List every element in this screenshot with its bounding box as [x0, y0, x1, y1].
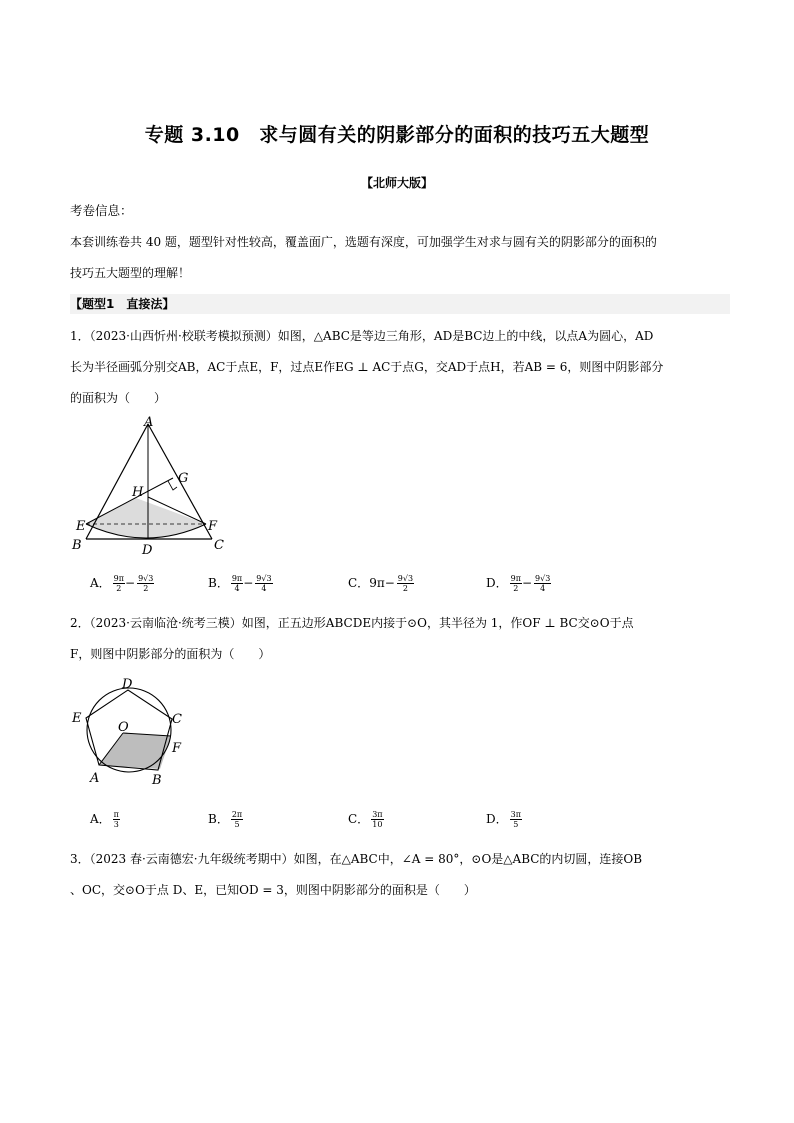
q1-option-c-frac2: $\frac{9√3}{2}$ [397, 574, 414, 593]
intro-line-2: 技巧五大题型的理解！ [70, 266, 191, 280]
q2-option-b-frac: $\frac{2\pi}{5}$ [231, 810, 243, 829]
q1-line-3: 的面积为（ ） [70, 391, 167, 405]
q1-option-d[interactable]: D． $\frac{9\pi}{2}$ − $\frac{9√3}{4}$ [486, 574, 551, 593]
q1-option-b-letter: B． [208, 576, 229, 590]
q2-option-b-letter: B． [208, 812, 229, 826]
q1-label-c: C [214, 538, 224, 553]
q1-option-b-frac1: $\frac{9\pi}{4}$ [231, 574, 243, 593]
q1-shaded-region [86, 498, 206, 538]
q1-label-b: B [72, 538, 82, 553]
q2-label-c: C [172, 712, 182, 727]
q2-label-a: A [90, 771, 100, 786]
q3-line-2: 、OC，交⊙O于点 D、E，已知OD = 3，则图中阴影部分的面积是（ ） [70, 883, 476, 897]
q2-option-a-frac: $\frac{\pi}{3}$ [113, 810, 119, 829]
q1-option-a-letter: A． [90, 576, 111, 590]
q2-line-2: F，则图中阴影部分的面积为（ ） [70, 647, 271, 661]
intro-line-1: 本套训练卷共 40 题，题型针对性较高，覆盖面广，选题有深度，可加强学生对求与圆有关的阴影部分的面积的 [70, 235, 657, 249]
q2-option-a[interactable] [90, 810, 120, 829]
q2-option-c-frac: $\frac{3\pi}{10}$ [372, 810, 383, 829]
q1-option-d-frac1: $\frac{9\pi}{2}$ [510, 574, 521, 593]
q2-option-d-frac: $\frac{3\pi}{5}$ [510, 810, 521, 829]
q2-option-c-letter: C． [348, 812, 370, 826]
q2-option-a-letter: A． [90, 812, 111, 826]
q1-option-a[interactable]: A． $\frac{9\pi}{2}$ − $\frac{9√3}{2}$ [90, 574, 154, 593]
section-header: 【题型1 直接法】 [70, 297, 175, 311]
q1-label-d: D [142, 543, 153, 558]
q1-label-g: G [178, 471, 189, 486]
q2-option-b[interactable] [208, 810, 243, 829]
q2-figure [68, 676, 198, 788]
q1-option-a-frac2: $\frac{9√3}{2}$ [138, 574, 154, 593]
q1-option-b-frac2: $\frac{9√3}{4}$ [256, 574, 272, 593]
q1-label-a: A [144, 415, 154, 430]
q1-label-h: H [132, 485, 144, 500]
q1-figure [70, 412, 240, 562]
q1-line-1: 1．（2023·山西忻州·校联考模拟预测）如图，△ABC是等边三角形，AD是BC边上的中线，以点A为圆心，AD [70, 329, 654, 343]
q2-label-e: E [72, 711, 82, 726]
q2-option-d[interactable] [486, 810, 522, 829]
q2-option-d-letter: D． [486, 812, 508, 826]
q2-label-o: O [118, 720, 129, 735]
q3-line-1: 3．（2023 春·云南德宏·九年级统考期中）如图，在△ABC中，∠A = 80°，⊙O是△ABC的内切圆，连接OB [70, 852, 643, 866]
q1-option-a-frac1: $\frac{9\pi}{2}$ [113, 574, 125, 593]
q1-option-b[interactable]: B． $\frac{9\pi}{4}$ − $\frac{9√3}{4}$ [208, 574, 272, 593]
q1-option-c-pre: 9π− [369, 576, 395, 590]
q2-label-b: B [152, 773, 162, 788]
page-title: 专题 3.10 求与圆有关的阴影部分的面积的技巧五大题型 [144, 124, 650, 146]
q1-option-d-frac2: $\frac{9√3}{4}$ [535, 574, 551, 593]
q2-line-1: 2．（2023·云南临沧·统考三模）如图，正五边形ABCDE内接于⊙O，其半径为 1，作OF ⊥ BC交⊙O于点 [70, 616, 634, 630]
q1-option-d-letter: D． [486, 576, 508, 590]
edition-label: 【北师大版】 [360, 176, 433, 190]
info-label: 考卷信息： [70, 203, 133, 218]
q2-label-d: D [122, 677, 133, 692]
q2-label-f: F [172, 741, 182, 756]
q1-option-c[interactable] [348, 574, 414, 593]
q2-option-c[interactable] [348, 810, 384, 829]
q1-option-c-letter: C． [348, 576, 370, 590]
q1-line-2: 长为半径画弧分别交AB，AC于点E，F，过点E作EG ⊥ AC于点G，交AD于点H，若AB = 6，则图中阴影部分 [70, 360, 664, 374]
q1-label-f: F [208, 519, 218, 534]
q1-label-e: E [76, 519, 86, 534]
